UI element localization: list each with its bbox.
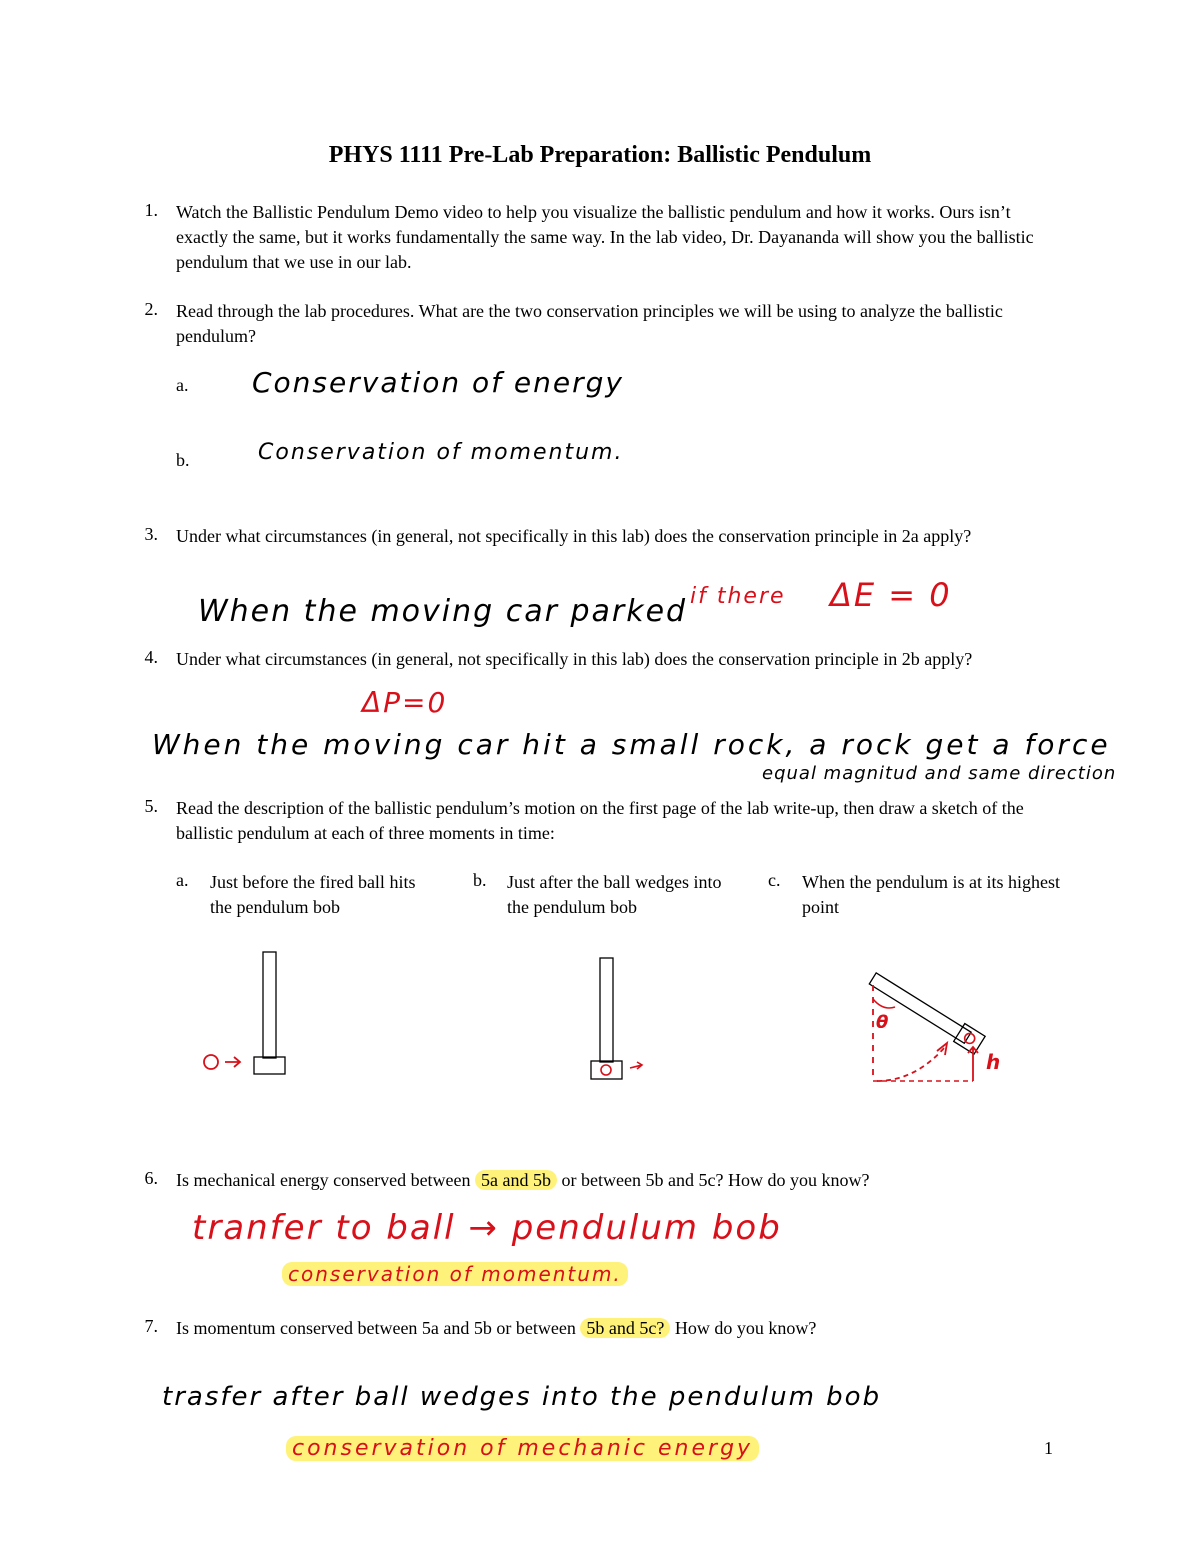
answer-3-delta-e: ΔE = 0 — [830, 576, 952, 614]
q5-number: 5. — [144, 796, 158, 816]
q4-number: 4. — [144, 647, 158, 667]
q2-option-b-label: b. — [176, 450, 190, 470]
answer-4-handwriting: When the moving car hit a small rock, a rock get a force — [152, 728, 1111, 761]
q7-text-pre: Is momentum conserved between 5a and 5b or between — [176, 1318, 581, 1338]
q1-text: Watch the Ballistic Pendulum Demo video to help you visualize the ballistic pendulum and how it works. Ours isn’t exactly the same, but it works fundamentally the same way. In the lab video, Dr. Dayananda will show you the ballistic pendulum that we use in our lab. — [176, 202, 1034, 272]
arrow-icon — [225, 1057, 240, 1067]
q6-text — [176, 1168, 1076, 1193]
q5-option-c-label: c. — [768, 870, 781, 890]
q5-option-b-label: b. — [473, 870, 487, 890]
swing-path — [877, 1047, 945, 1081]
pendulum-bob — [954, 1024, 985, 1055]
pendulum-rod — [263, 952, 276, 1058]
arrow-icon — [630, 1062, 642, 1069]
page-number: 1 — [1044, 1438, 1053, 1458]
answer-7-highlight-note: conservation of mechanic energy — [286, 1436, 759, 1461]
height-marker — [968, 1047, 978, 1081]
answer-7-handwriting: trasfer after ball wedges into the pendulum bob — [162, 1382, 882, 1412]
ball — [601, 1065, 611, 1075]
q7-text — [176, 1316, 1076, 1341]
q3-number: 3. — [144, 524, 158, 544]
q7-text-post: How do you know? — [670, 1318, 817, 1338]
q7-number: 7. — [144, 1316, 158, 1336]
sketch-b — [580, 950, 660, 1085]
q3-text: Under what circumstances (in general, not specifically in this lab) does the conservation principle in 2a apply? — [176, 526, 972, 546]
answer-4-handwriting-line2: equal magnitud and same direction — [762, 763, 1117, 784]
answer-4-delta-p: ΔP=0 — [362, 686, 448, 719]
q5-option-a-label: a. — [176, 870, 189, 890]
height-label: h — [986, 1050, 1003, 1074]
sketch-a — [190, 945, 300, 1085]
ball — [204, 1055, 218, 1069]
answer-6-handwriting: tranfer to ball → pendulum bob — [192, 1208, 782, 1248]
answer-2b: Conservation of momentum. — [258, 440, 624, 465]
q1-number: 1. — [144, 200, 158, 220]
q5-text: Read the description of the ballistic pendulum’s motion on the first page of the lab write-up, then draw a sketch of the ballistic pendulum at each of three moments in time: — [176, 798, 1024, 843]
q7-highlight: 5b and 5c? — [580, 1318, 670, 1338]
answer-3-handwriting: When the moving car parked — [198, 594, 688, 629]
q6-number: 6. — [144, 1168, 158, 1188]
answer-2a: Conservation of energy — [252, 366, 624, 399]
q2-option-a-label: a. — [176, 375, 189, 395]
page-title: PHYS 1111 Pre-Lab Preparation: Ballistic Pendulum — [328, 142, 872, 168]
answer-6-highlight-note: conservation of momentum. — [282, 1262, 628, 1286]
q6-text-post: or between 5b and 5c? How do you know? — [557, 1170, 870, 1190]
theta-label: θ — [876, 1012, 891, 1033]
q2-number: 2. — [144, 299, 158, 319]
angle-arc — [873, 999, 895, 1008]
pendulum-rod — [600, 958, 613, 1062]
q4-text: Under what circumstances (in general, not specifically in this lab) does the conservation principle in 2b apply? — [176, 649, 973, 669]
q5-option-c-text: When the pendulum is at its highest point — [802, 872, 1060, 917]
q2-text: Read through the lab procedures. What are the two conservation principles we will be using to analyze the ballistic pendulum? — [176, 301, 1003, 346]
pendulum-bob — [591, 1061, 622, 1079]
q5-option-a-text: Just before the fired ball hits the pendulum bob — [210, 872, 416, 917]
q6-highlight: 5a and 5b — [475, 1170, 557, 1190]
q5-option-b-text: Just after the ball wedges into the pendulum bob — [507, 872, 722, 917]
pendulum-bob — [254, 1057, 285, 1074]
q6-text-pre: Is mechanical energy conserved between — [176, 1170, 476, 1190]
answer-3-red-note: if there — [690, 584, 786, 609]
